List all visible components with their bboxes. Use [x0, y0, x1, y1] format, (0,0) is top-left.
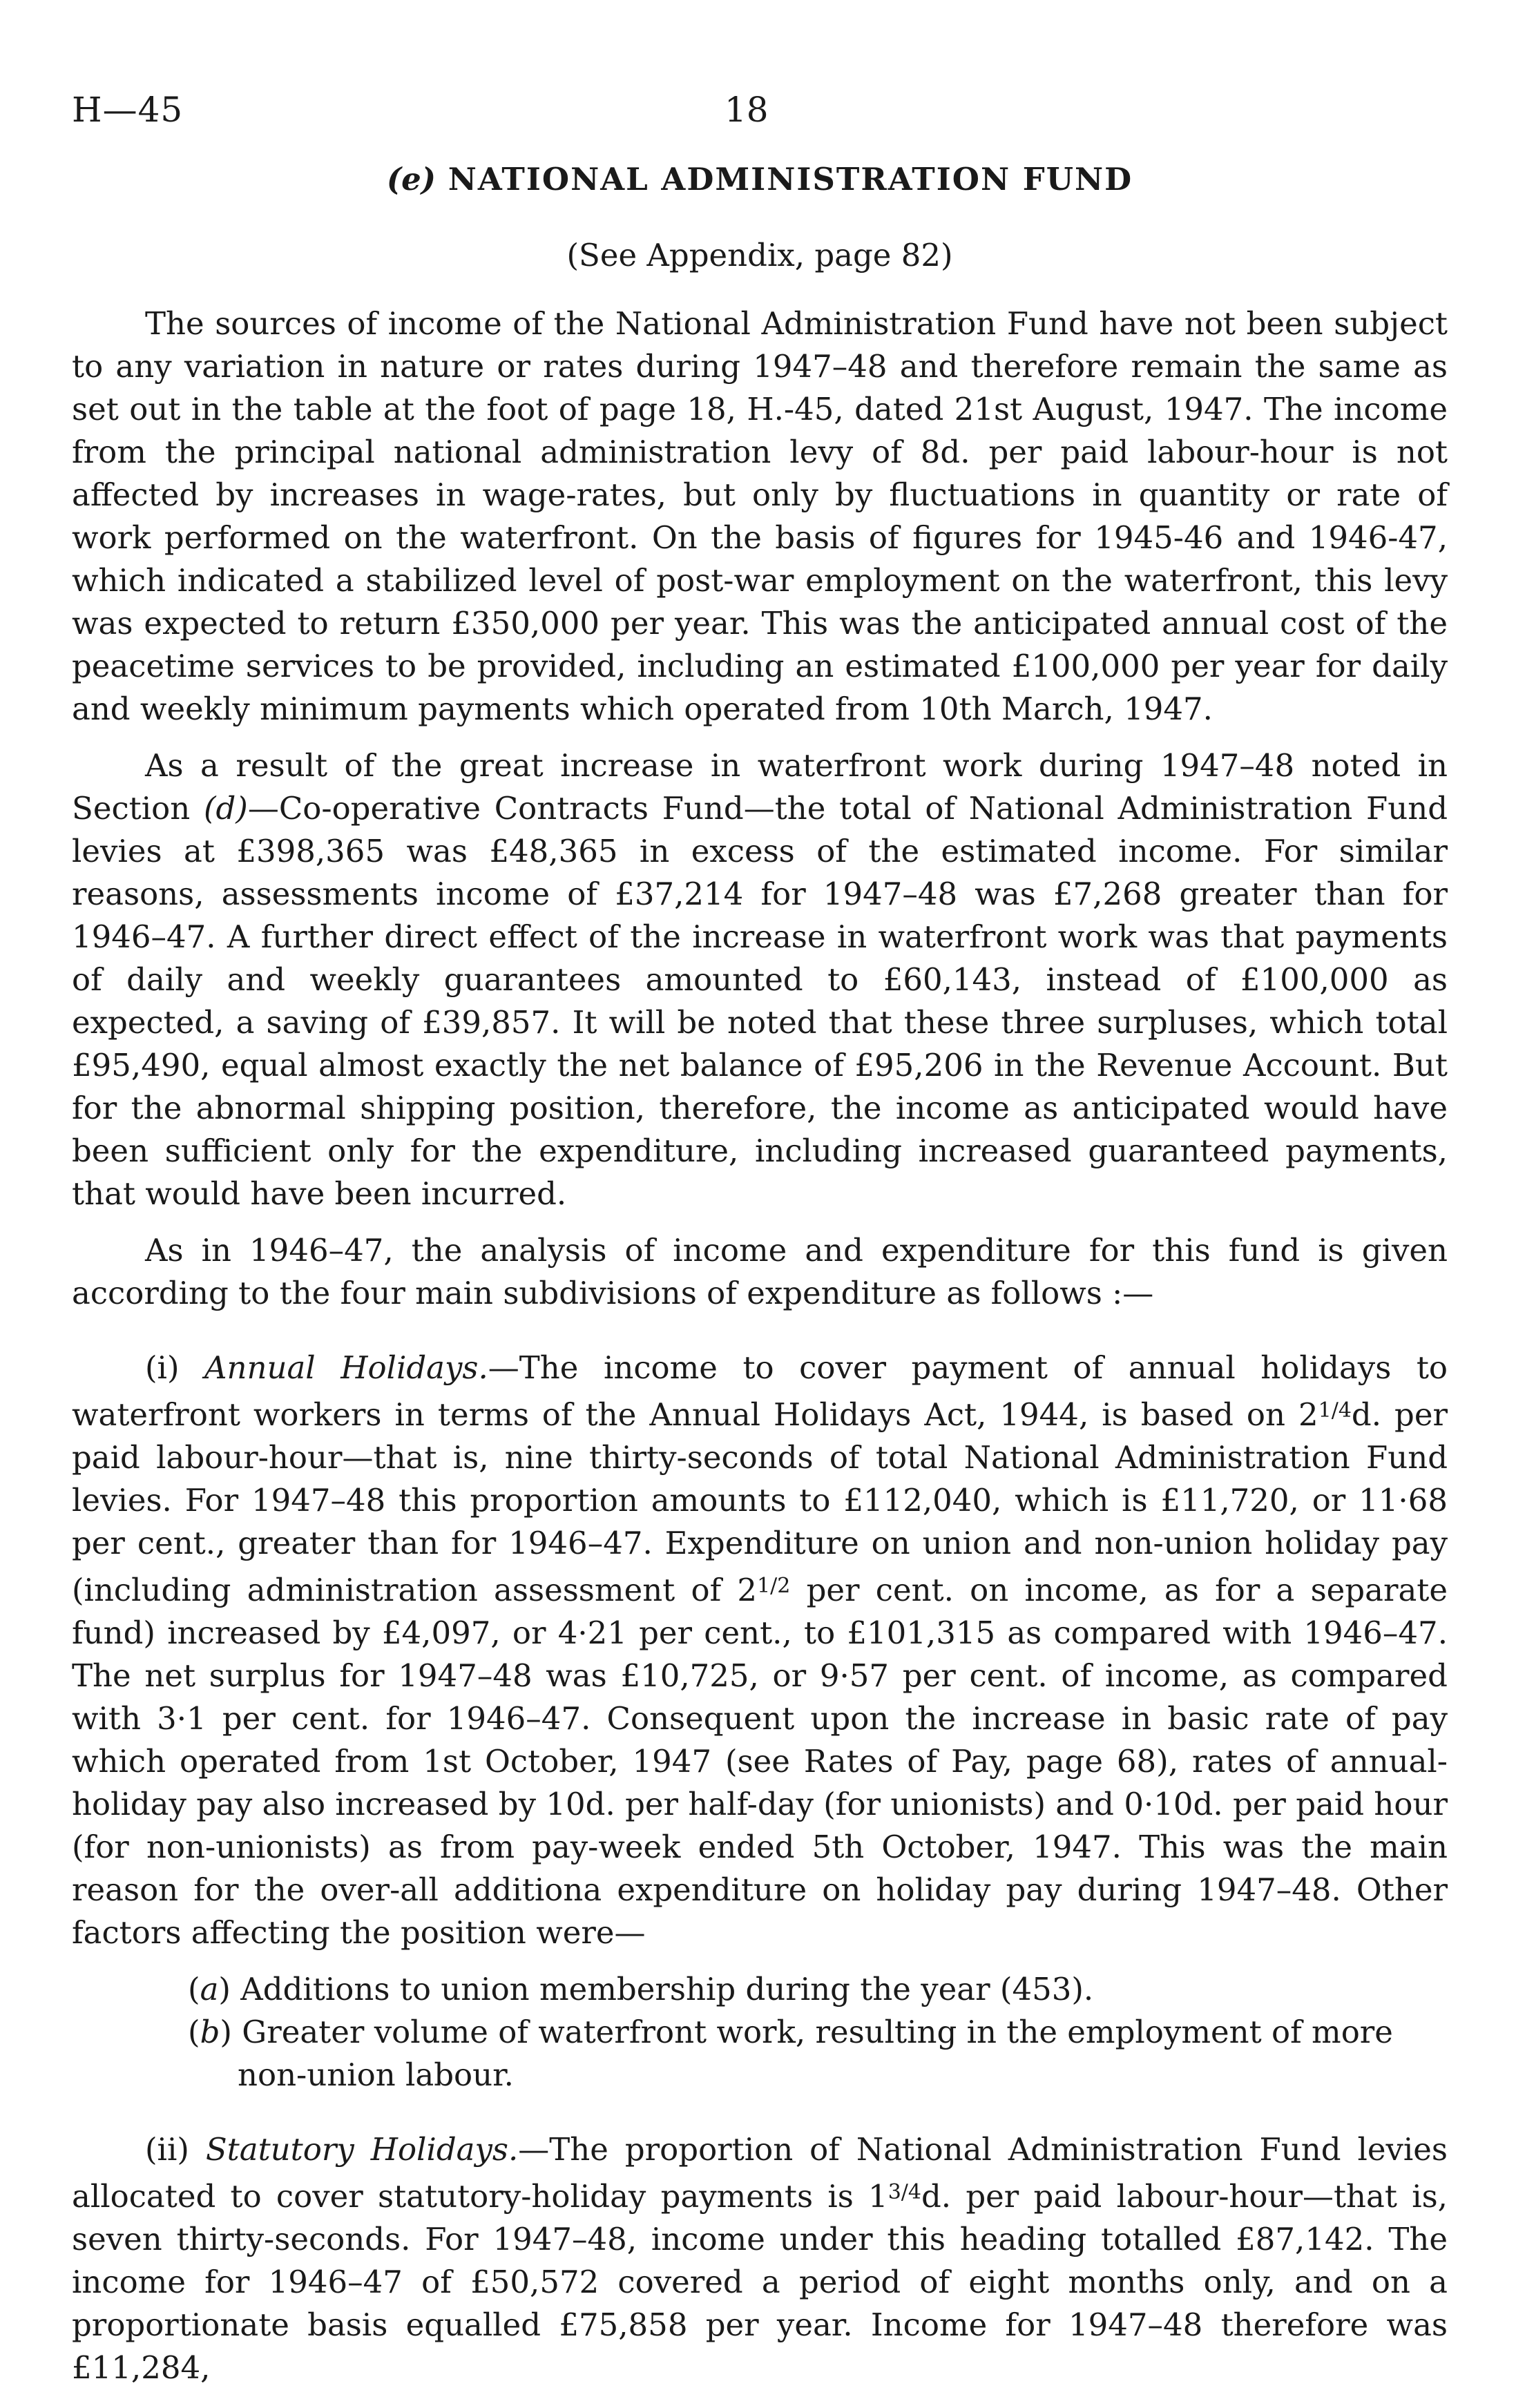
list-item-letter: a	[200, 1971, 219, 2007]
paragraph-text: d. per paid labour-hour—that is, seven thirty-seconds. For 1947–48, income under this heading totalled £87,142. The income for 1946–47 of £50,572 covered a period of eight months only, and on a proportionate basis equalled £75,858 per year. Income for 1947–48 therefore was £11,284,	[72, 2178, 1448, 2386]
subheading-statutory-holidays: Statutory Holidays.	[205, 2131, 519, 2168]
document-code: H—45	[72, 90, 184, 130]
paragraph-statutory-holidays	[72, 2128, 1448, 2389]
list-item-text: Additions to union membership during the year (453).	[240, 1971, 1094, 2007]
paragraph-text: per cent. on income, as for a separate fund) increased by £4,097, or 4·21 per cent., to £101,315 as compared with 1946–47. The net surplus for 1947–48 was £10,725, or 9·57 per cent. of income, as compared with 3·1 per cent. for 1946–47. Consequent upon the increase in basic rate of pay which operated from 1st October, 1947 (see Rates of Pay, page 68), rates of annual-holiday pay also increased by 10d. per half-day (for unionists) and 0·10d. per paid hour (for non-unionists) as from pay-week ended 5th October, 1947. This was the main reason for the over-all additiona expenditure on holiday pay during 1947–48. Other factors affecting the position were—	[72, 1572, 1448, 1951]
paragraph-text: As a result of the great increase in waterfront work during 1947–48 noted in Section	[72, 747, 1448, 827]
item-number: (i)	[145, 1349, 205, 1386]
paragraph-analysis-intro: As in 1946–47, the analysis of income and expenditure for this fund is given according to the four main subdivisions of expenditure as follows :—	[72, 1232, 1448, 1311]
section-reference: (d)	[203, 790, 248, 827]
item-number: (ii)	[145, 2131, 206, 2168]
section-title	[72, 159, 1448, 235]
section-title-text: NATIONAL ADMINISTRATION FUND	[448, 161, 1133, 198]
page-number: 18	[725, 90, 769, 130]
list-item: (b) Greater volume of waterfront work, resulting in the employment of more non-union labour.	[188, 2014, 1393, 2093]
paragraph-waterfront-increase	[72, 744, 1448, 1215]
fraction: 1/2	[757, 1574, 791, 1598]
list-item: (a) Additions to union membership during the year (453).	[188, 1971, 1094, 2007]
list-item-text: Greater volume of waterfront work, resulting in the employment of more non-union labour.	[238, 2014, 1393, 2093]
paragraph-sources-of-income: The sources of income of the National Administration Fund have not been subject to any variation in nature or rates during 1947–48 and therefore remain the same as set out in the table at the foot of page 18, H.-45, dated 21st August, 1947. The income from the principal national administration levy of 8d. per paid labour-hour is not affected by increases in wage-rates, but only by fluctuations in quantity or rate of work performed on the waterfront. On the basis of figures for 1945-46 and 1946-47, which indicated a stabilized level of post-war employment on the waterfront, this levy was expected to return £350,000 per year. This was the anticipated annual cost of the peacetime services to be provided, including an estimated £100,000 per year for daily and weekly minimum payments which operated from 10th March, 1947.	[72, 305, 1448, 727]
paragraph-text: —The income to cover payment of annual holidays to waterfront workers in terms of the Annual Holidays Act, 1944, is based on 2	[72, 1349, 1448, 1433]
section-subtitle: (See Appendix, page 82)	[566, 237, 953, 273]
section-label: (e)	[386, 161, 436, 198]
fraction: 1/4	[1318, 1398, 1352, 1423]
fraction: 3/4	[887, 2180, 921, 2204]
other-factors-list	[72, 1968, 1448, 2097]
list-item-letter: b	[200, 2014, 220, 2050]
paragraph-annual-holidays	[72, 1347, 1448, 1954]
document-page	[72, 83, 1448, 2403]
subheading-annual-holidays: Annual Holidays.	[204, 1349, 488, 1386]
paragraph-text: d. per paid labour-hour—that is, nine thirty-seconds of total National Administration Fund levies. For 1947–48 this proportion amounts to £112,040, which is £11,720, or 11·68 per cent., greater than for 1946–47. Expenditure on union and non-union holiday pay (including administration assessment of 2	[72, 1396, 1448, 1608]
page-header	[72, 83, 1448, 159]
paragraph-text: —The proportion of National Administration Fund levies allocated to cover statutory-holiday payments is 1	[72, 2131, 1448, 2215]
paragraph-text: —Co-operative Contracts Fund—the total of National Administration Fund levies at £398,365 was £48,365 in excess of the estimated income. For similar reasons, assessments income of £37,214 for 1947–48 was £7,268 greater than for 1946–47. A further direct effect of the increase in waterfront work was that payments of daily and weekly guarantees amounted to £60,143, instead of £100,000 as expected, a saving of £39,857. It will be noted that these three surpluses, which total £95,490, equal almost exactly the net balance of £95,206 in the Revenue Account. But for the abnormal shipping position, therefore, the income as anticipated would have been sufficient only for the expenditure, including increased guaranteed payments, that would have been incurred.	[72, 790, 1448, 1212]
